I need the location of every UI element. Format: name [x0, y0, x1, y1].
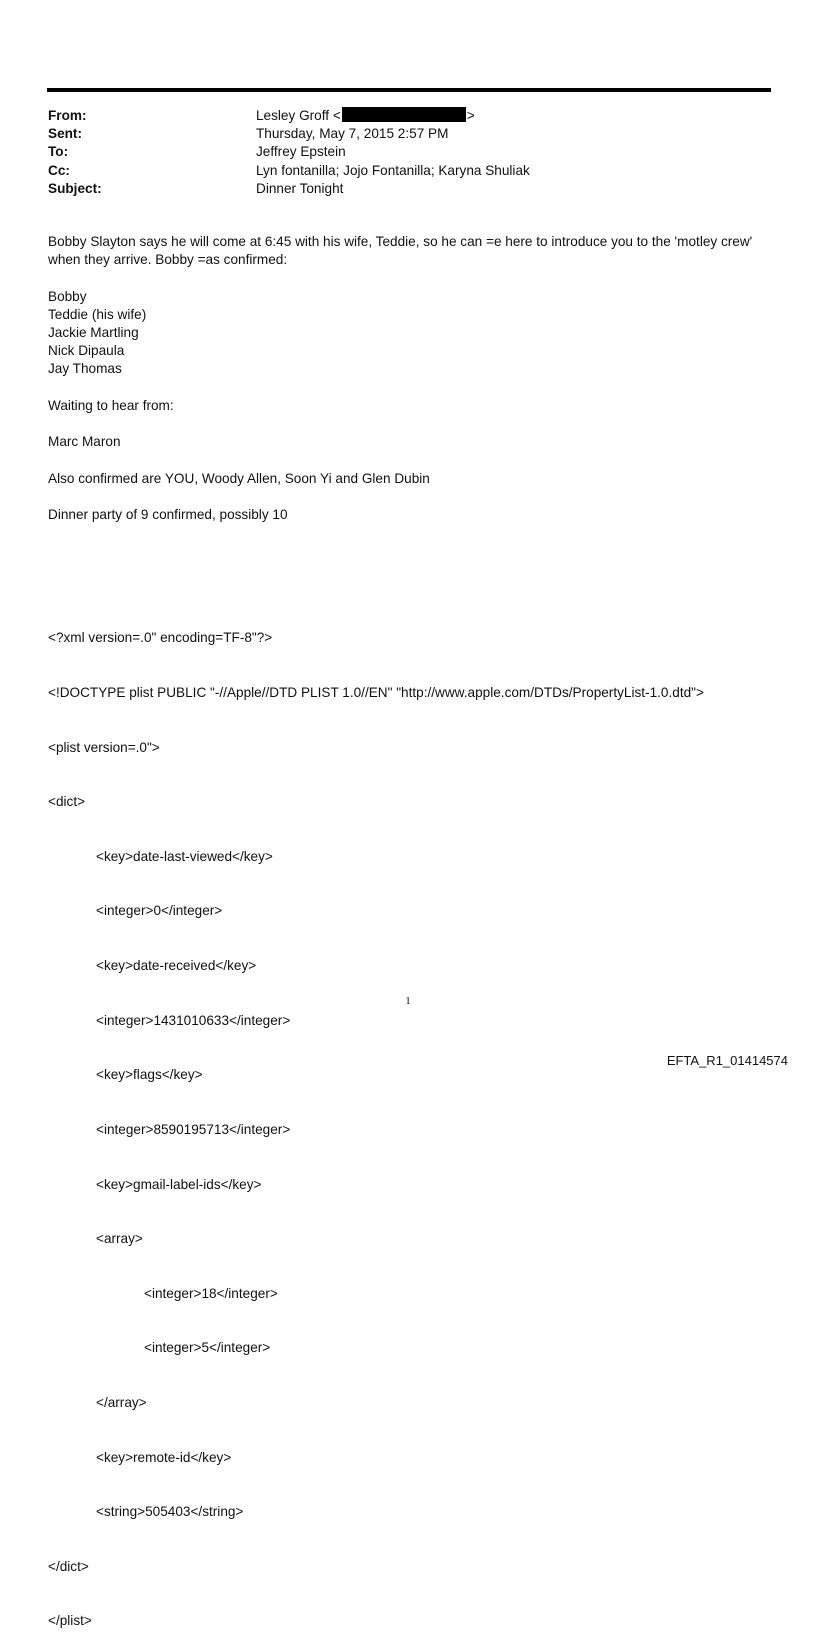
- confirmed-list: [48, 288, 770, 379]
- email-body: [48, 233, 770, 542]
- plist-line: <!DOCTYPE plist PUBLIC "-//Apple//DTD PLIST 1.0//EN" "http://www.apple.com/DTDs/PropertyList-1.0.dtd">: [48, 685, 704, 701]
- redacted-email-block: [342, 107, 466, 122]
- sent-row: [48, 125, 770, 143]
- plist-block: [48, 593, 770, 1649]
- from-close: >: [466, 108, 475, 123]
- page-number: 1: [405, 995, 411, 1007]
- plist-line: </plist>: [48, 1613, 92, 1629]
- plist-line: <integer>0</integer>: [96, 903, 223, 919]
- to-value: Jeffrey Epstein: [256, 144, 346, 160]
- plist-line: </array>: [96, 1394, 147, 1410]
- header-divider: [47, 88, 771, 92]
- plist-line: <key>gmail-label-ids</key>: [96, 1176, 262, 1192]
- to-label: To:: [48, 144, 69, 160]
- plist-line: <integer>8590195713</integer>: [96, 1121, 291, 1137]
- plist-line: <integer>1431010633</integer>: [96, 1012, 291, 1028]
- plist-line: <key>flags</key>: [96, 1067, 203, 1083]
- document-id: EFTA_R1_01414574: [666, 1053, 788, 1068]
- cc-label: Cc:: [48, 162, 70, 178]
- plist-line: <integer>18</integer>: [144, 1285, 278, 1301]
- sent-value: Thursday, May 7, 2015 2:57 PM: [256, 126, 449, 142]
- list-item: Bobby: [48, 288, 87, 304]
- email-header: [48, 107, 770, 198]
- list-item: Jackie Martling: [48, 325, 139, 340]
- from-row: [48, 107, 770, 125]
- plist-line: <key>remote-id</key>: [96, 1449, 232, 1465]
- subject-label: Subject:: [48, 180, 102, 196]
- party-paragraph: Dinner party of 9 confirmed, possibly 10: [48, 506, 288, 522]
- also-confirmed-paragraph: Also confirmed are YOU, Woody Allen, Soon Yi and Glen Dubin: [48, 470, 430, 486]
- from-value: [256, 107, 770, 125]
- list-item: Teddie (his wife): [48, 306, 147, 322]
- cc-value: Lyn fontanilla; Jojo Fontanilla; Karyna Shuliak: [256, 162, 530, 178]
- plist-line: <dict>: [48, 794, 86, 810]
- cc-row: [48, 162, 770, 180]
- intro-paragraph: Bobby Slayton says he will come at 6:45 with his wife, Teddie, so he can =e here to introduce you to the 'motley crew' when they arrive. Bobby =as confirmed:: [48, 234, 753, 268]
- plist-line: <array>: [96, 1231, 143, 1247]
- plist-line: <key>date-last-viewed</key>: [96, 848, 273, 864]
- sent-label: Sent:: [48, 126, 82, 142]
- plist-line: <integer>5</integer>: [144, 1340, 271, 1356]
- list-item: Jay Thomas: [48, 361, 122, 377]
- to-row: [48, 143, 770, 161]
- waiting-list: [48, 433, 770, 451]
- list-item: Marc Maron: [48, 434, 121, 450]
- plist-line: </dict>: [48, 1558, 89, 1574]
- plist-line: <plist version=.0">: [48, 739, 160, 755]
- from-name: Lesley Groff <: [256, 108, 341, 123]
- from-label: From:: [48, 108, 87, 123]
- plist-line: <?xml version=.0" encoding=TF-8"?>: [48, 630, 273, 646]
- list-item: Nick Dipaula: [48, 343, 125, 359]
- waiting-label: Waiting to hear from:: [48, 397, 174, 413]
- subject-value: Dinner Tonight: [256, 180, 344, 196]
- plist-line: <string>505403</string>: [96, 1504, 244, 1520]
- plist-line: <key>date-received</key>: [96, 958, 257, 974]
- subject-row: [48, 180, 770, 198]
